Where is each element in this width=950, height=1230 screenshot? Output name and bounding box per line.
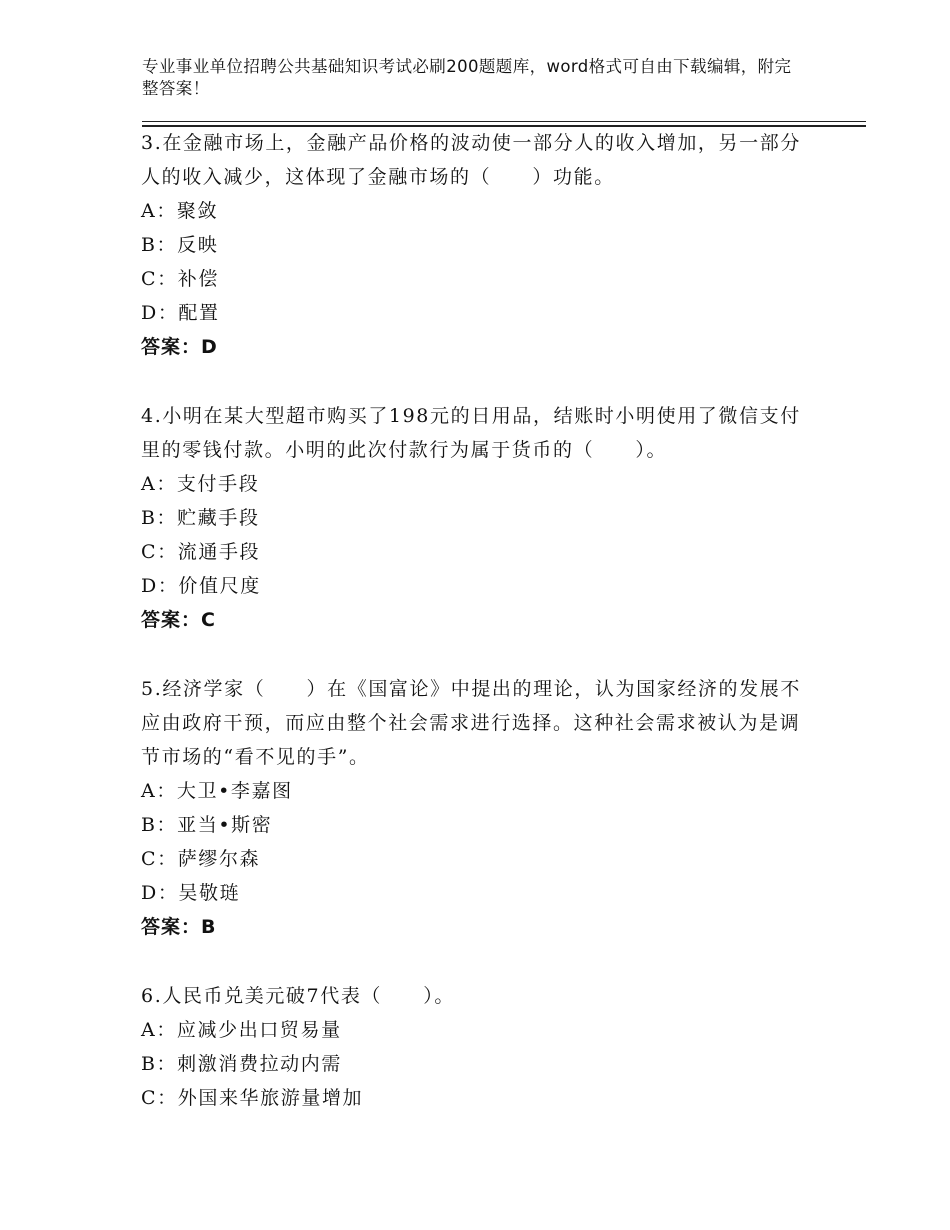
option-a: A：应减少出口贸易量 — [141, 1019, 342, 1041]
answer-label: 答案：C — [141, 609, 216, 631]
option-a: A：支付手段 — [141, 473, 260, 495]
page-header: 专业事业单位招聘公共基础知识考试必刷200题题库，word格式可自由下载编辑，附完整答案！ — [142, 57, 792, 98]
option-b: B：刺激消费拉动内需 — [141, 1053, 342, 1075]
question-stem: 3.在金融市场上，金融产品价格的波动使一部分人的收入增加，另一部分人的收入减少，这体现了金融市场的（ ）功能。 — [141, 132, 801, 188]
option-b: B：亚当•斯密 — [141, 814, 273, 836]
option-b: B：贮藏手段 — [141, 507, 260, 529]
question-stem: 6.人民币兑美元破7代表（ ）。 — [141, 985, 455, 1007]
header-rule-thin — [142, 121, 866, 122]
question-5 — [141, 672, 811, 944]
answer-label: 答案：B — [141, 916, 217, 938]
option-a: A：大卫•李嘉图 — [141, 780, 293, 802]
option-d: D：配置 — [141, 302, 220, 324]
question-stem: 4.小明在某大型超市购买了198元的日用品，结账时小明使用了微信支付里的零钱付款。小明的此次付款行为属于货币的（ ）。 — [141, 405, 801, 461]
option-d: D：价值尺度 — [141, 575, 261, 597]
option-c: C：补偿 — [141, 268, 219, 290]
option-c: C：萨缪尔森 — [141, 848, 261, 870]
option-b: B：反映 — [141, 234, 219, 256]
option-d: D：吴敬琏 — [141, 882, 241, 904]
question-stem: 5.经济学家（ ）在《国富论》中提出的理论，认为国家经济的发展不应由政府干预，而应由整个社会需求进行选择。这种社会需求被认为是调节市场的“看不见的手”。 — [141, 678, 801, 768]
question-3 — [141, 126, 811, 364]
option-c: C：流通手段 — [141, 541, 261, 563]
question-4 — [141, 399, 811, 637]
option-a: A：聚敛 — [141, 200, 219, 222]
option-c: C：外国来华旅游量增加 — [141, 1087, 364, 1109]
question-6 — [141, 979, 811, 1115]
question-list — [141, 126, 811, 1115]
answer-label: 答案：D — [141, 336, 218, 358]
